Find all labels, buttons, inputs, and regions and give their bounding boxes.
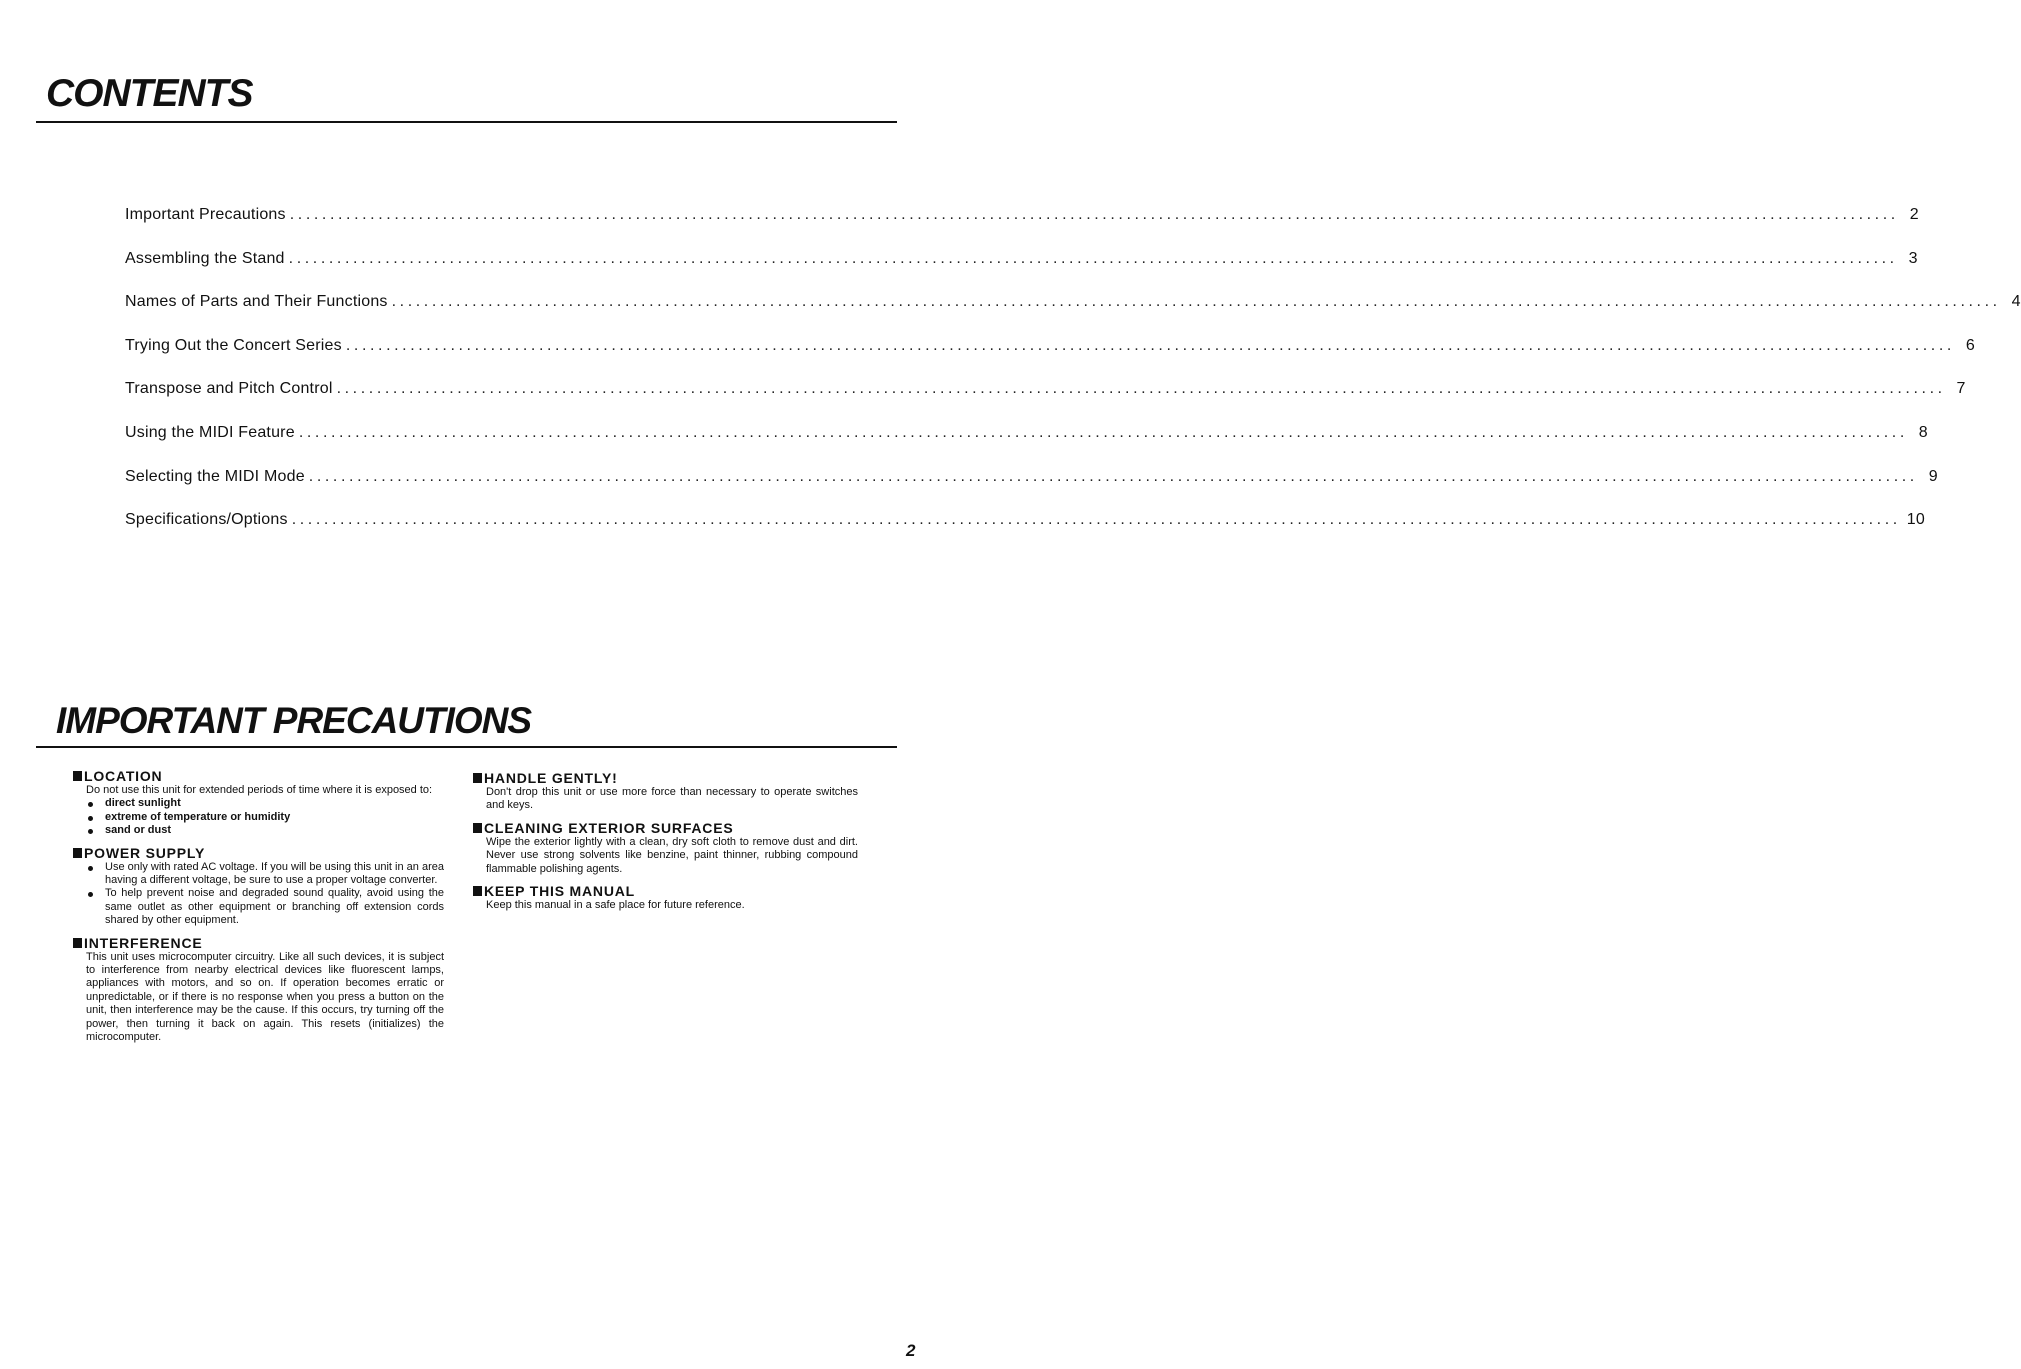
square-bullet-icon bbox=[73, 848, 82, 858]
list-item: To help prevent noise and degraded sound quality, avoid using the same outlet as other equipment or branching off extension cords shared by other equipment. bbox=[86, 887, 444, 927]
section-heading: CLEANING EXTERIOR SURFACES bbox=[484, 819, 734, 836]
toc-leader-dots: ........................................................................................................................................................................................................ bbox=[291, 511, 1901, 529]
bullet-list bbox=[86, 861, 444, 928]
toc-entry-title: Trying Out the Concert Series bbox=[125, 336, 342, 354]
section-keep-manual bbox=[486, 883, 858, 912]
toc-entry-title: Selecting the MIDI Mode bbox=[125, 467, 305, 485]
toc-leader-dots: ........................................................................................................................................................................................................ bbox=[289, 206, 1899, 223]
toc-entry[interactable] bbox=[125, 293, 2021, 337]
toc-entry-title: Specifications/Options bbox=[125, 511, 288, 529]
section-body: Don't drop this unit or use more force than necessary to operate switches and keys. bbox=[486, 786, 858, 812]
toc-entry-page: 10 bbox=[1906, 511, 1925, 529]
list-item: Use only with rated AC voltage. If you will be using this unit in an area having a different voltage, be sure to use a proper voltage converter. bbox=[86, 861, 444, 888]
contents-divider bbox=[36, 121, 897, 123]
toc-leader-dots: ........................................................................................................................................................................................................ bbox=[308, 467, 1918, 485]
toc-entry-page: 2 bbox=[1909, 206, 1919, 223]
section-cleaning bbox=[486, 820, 858, 876]
precautions-heading: IMPORTANT PRECAUTIONS bbox=[56, 700, 532, 741]
toc-entry-page: 7 bbox=[1956, 380, 1966, 398]
toc-entry[interactable] bbox=[125, 467, 1938, 512]
toc-entry-page: 9 bbox=[1928, 467, 1938, 485]
section-heading: KEEP THIS MANUAL bbox=[484, 883, 635, 900]
toc-entry-title: Assembling the Stand bbox=[125, 249, 285, 267]
square-bullet-icon bbox=[473, 886, 482, 896]
toc-entry-title: Using the MIDI Feature bbox=[125, 423, 295, 441]
toc-entry-page: 8 bbox=[1918, 423, 1928, 441]
page-number: 2 bbox=[906, 1341, 916, 1360]
section-heading: POWER SUPPLY bbox=[84, 844, 206, 861]
bullet-icon bbox=[88, 802, 93, 807]
section-location bbox=[86, 768, 444, 838]
table-of-contents bbox=[125, 206, 2021, 555]
section-interference bbox=[86, 935, 444, 1045]
contents-heading: CONTENTS bbox=[46, 72, 253, 115]
bullet-icon bbox=[88, 816, 93, 821]
toc-entry-title: Important Precautions bbox=[125, 206, 286, 223]
toc-leader-dots: ........................................................................................................................................................................................................ bbox=[336, 380, 1946, 398]
toc-entry[interactable] bbox=[125, 206, 1919, 250]
toc-leader-dots: ........................................................................................................................................................................................................ bbox=[391, 293, 2001, 311]
toc-leader-dots: ........................................................................................................................................................................................................ bbox=[298, 423, 1908, 441]
toc-entry-title: Names of Parts and Their Functions bbox=[125, 293, 388, 311]
toc-entry-page: 4 bbox=[2011, 293, 2021, 311]
list-item: sand or dust bbox=[86, 824, 444, 837]
square-bullet-icon bbox=[73, 938, 82, 948]
square-bullet-icon bbox=[473, 773, 482, 783]
section-heading: HANDLE GENTLY! bbox=[484, 770, 618, 786]
section-body: Wipe the exterior lightly with a clean, dry soft cloth to remove dust and dirt. Never use strong solvents like benzine, paint thinner, rubbing compound flammable polishing agents. bbox=[486, 835, 858, 875]
square-bullet-icon bbox=[473, 823, 482, 833]
toc-leader-dots: ........................................................................................................................................................................................................ bbox=[288, 249, 1898, 267]
section-heading: LOCATION bbox=[84, 768, 163, 784]
precautions-left-column bbox=[86, 768, 444, 1052]
list-item: direct sunlight bbox=[86, 797, 444, 810]
list-item: extreme of temperature or humidity bbox=[86, 811, 444, 824]
toc-entry-page: 6 bbox=[1965, 336, 1975, 354]
section-power-supply bbox=[86, 845, 444, 928]
bullet-icon bbox=[88, 866, 93, 871]
square-bullet-icon bbox=[73, 771, 82, 781]
section-body: This unit uses microcomputer circuitry. Like all such devices, it is subject to interference from nearby electrical devices like fluorescent lamps, appliances with motors, and so on. If operation becomes erratic or unpredictable, or if there is no response when you press a button on the unit, then interference may be the cause. If this occurs, try turning off the power, then turning it back on again. This resets (initializes) the microcomputer. bbox=[86, 950, 444, 1044]
toc-leader-dots: ........................................................................................................................................................................................................ bbox=[345, 336, 1955, 354]
toc-entry[interactable] bbox=[125, 423, 1928, 468]
bullet-list bbox=[86, 797, 444, 837]
toc-entry[interactable] bbox=[125, 249, 1918, 294]
toc-entry[interactable] bbox=[125, 336, 1975, 381]
precautions-right-column bbox=[486, 770, 858, 919]
precautions-divider bbox=[36, 746, 897, 748]
toc-entry[interactable] bbox=[125, 511, 1925, 555]
section-body: Do not use this unit for extended periods of time where it is exposed to: bbox=[86, 784, 433, 796]
section-body: Keep this manual in a safe place for future reference. bbox=[486, 899, 745, 912]
section-handle-gently bbox=[486, 770, 858, 813]
section-heading: INTERFERENCE bbox=[84, 934, 203, 951]
bullet-icon bbox=[88, 892, 93, 897]
toc-entry[interactable] bbox=[125, 380, 1966, 424]
toc-entry-page: 3 bbox=[1908, 249, 1918, 267]
bullet-icon bbox=[88, 829, 93, 834]
toc-entry-title: Transpose and Pitch Control bbox=[125, 380, 333, 398]
